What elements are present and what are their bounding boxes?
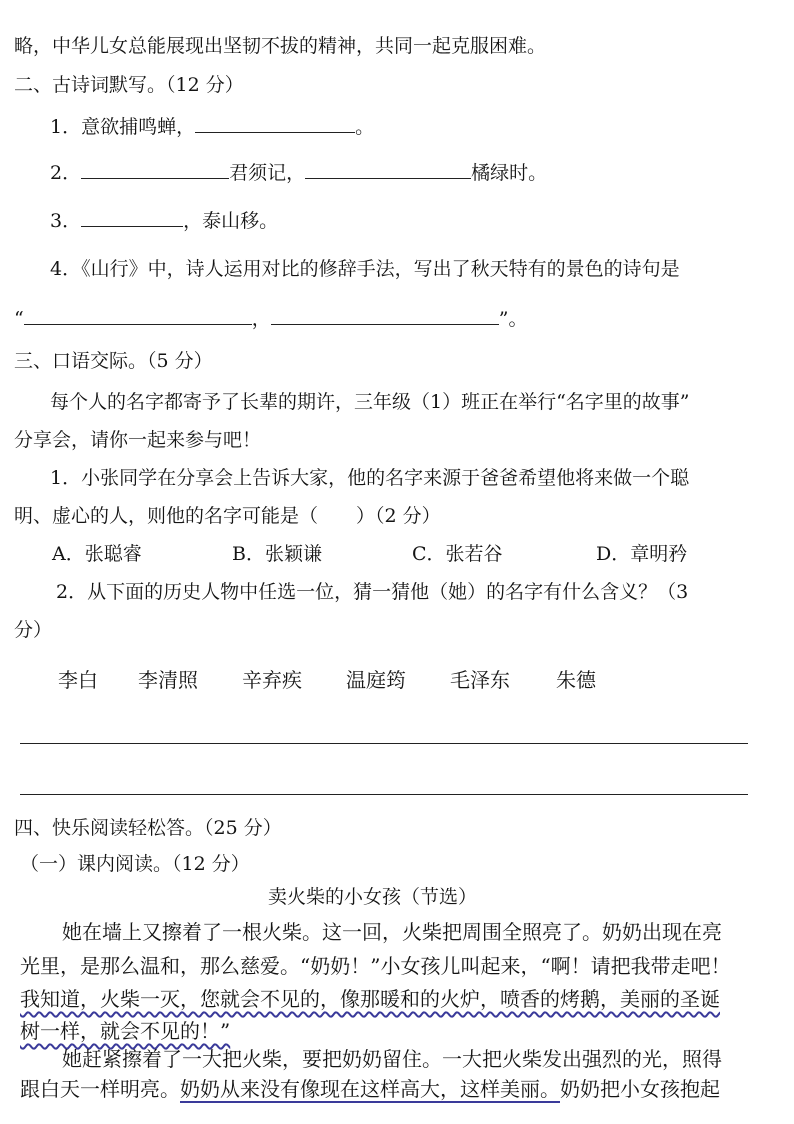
- name-xin-qiji: 辛弃疾: [242, 668, 302, 692]
- q2-end: 橘绿时。: [471, 162, 548, 184]
- q1-number: 1．: [50, 116, 82, 138]
- section3-intro-line1: 每个人的名字都寄予了长辈的期许，三年级（1）班正在举行“名字里的故事”: [50, 391, 690, 413]
- passage-line-2: 光里，是那么温和，那么慈爱。“奶奶！”小女孩儿叫起来，“啊！请把我带走吧！: [20, 954, 731, 978]
- q4-blank-2[interactable]: [271, 306, 499, 325]
- q1-blank[interactable]: [195, 114, 355, 133]
- answer-rule-2[interactable]: [20, 794, 748, 795]
- section3-intro-line2: 分享会，请你一起来参与吧！: [14, 429, 262, 451]
- passage-line-6-end: 奶奶把小女孩抱起: [560, 1077, 720, 1101]
- passage-line-1: 她在墙上又擦着了一根火柴。这一回，火柴把周围全照亮了。奶奶出现在亮: [62, 920, 722, 944]
- q4-comma: ，: [251, 308, 271, 330]
- section3-q2-line1: 2．从下面的历史人物中任选一位，猜一猜他（她）的名字有什么含义？（3: [56, 581, 689, 603]
- name-zhu-de: 朱德: [556, 668, 596, 692]
- open-quote: “: [14, 308, 24, 330]
- q2-blank-1[interactable]: [81, 160, 229, 179]
- q3-text: ，泰山移。: [183, 210, 279, 232]
- passage-line-5: 她赶紧擦着了一大把火柴，要把奶奶留住。一大把火柴发出强烈的光，照得: [62, 1047, 722, 1071]
- name-mao-zedong: 毛泽东: [450, 668, 510, 692]
- option-b[interactable]: B．张颖谦: [232, 543, 322, 565]
- name-li-bai: 李白: [58, 668, 98, 692]
- q2-blank-2[interactable]: [305, 160, 471, 179]
- close-quote: ”。: [498, 308, 528, 330]
- poem-q3: 3． ，泰山移。: [50, 210, 279, 232]
- passage-line-6-start: 跟白天一样明亮。: [20, 1077, 180, 1101]
- passage-line-6-underlined: 奶奶从来没有像现在这样高大，这样美丽。: [180, 1077, 560, 1101]
- poem-q4-answer-line: [14, 306, 527, 332]
- name-li-qingzhao: 李清照: [138, 668, 198, 692]
- section2-heading: 二、古诗词默写。（12 分）: [14, 74, 244, 96]
- answer-rule-1[interactable]: [20, 743, 748, 744]
- section3-q2-line2: 分）: [14, 619, 53, 641]
- passage-line-4-wavy-underlined: 树一样，就会不见的！”: [20, 1019, 231, 1043]
- q2-number: 2．: [50, 162, 82, 184]
- q1-text: 意欲捕鸣蝉，: [81, 116, 196, 138]
- q4-blank-1[interactable]: [24, 306, 252, 325]
- section3-heading: 三、口语交际。（5 分）: [14, 350, 213, 372]
- name-wen-tingyun: 温庭筠: [346, 668, 406, 692]
- section3-q1-line2: 明、虚心的人，则他的名字可能是（ ）（2 分）: [14, 505, 441, 527]
- poem-q1: [50, 114, 374, 140]
- option-d[interactable]: D．章明矜: [596, 543, 688, 565]
- poem-q4: 4．《山行》中，诗人运用对比的修辞手法，写出了秋天特有的景色的诗句是: [50, 258, 680, 280]
- section4-heading: 四、快乐阅读轻松答。（25 分）: [14, 817, 282, 839]
- passage-title: 卖火柴的小女孩（节选）: [268, 886, 478, 908]
- section4-subheading: （一）课内阅读。（12 分）: [20, 853, 250, 875]
- poem-q2: [50, 160, 547, 186]
- option-c[interactable]: C．张若谷: [412, 543, 503, 565]
- section3-q1-line1: 1．小张同学在分享会上告诉大家，他的名字来源于爸爸希望他将来做一个聪: [50, 467, 690, 489]
- option-a[interactable]: A．张聪睿: [52, 543, 142, 565]
- q1-end: 。: [355, 116, 375, 138]
- q2-text: 君须记，: [229, 162, 306, 184]
- passage-line-6: [20, 1076, 720, 1102]
- top-continuation-line: 略，中华儿女总能展现出坚韧不拔的精神，共同一起克服困难。: [14, 35, 547, 57]
- passage-line-3-wavy-underlined: 我知道，火柴一灭，您就会不见的，像那暖和的火炉，喷香的烤鹅，美丽的圣诞: [20, 987, 720, 1011]
- q3-blank[interactable]: [81, 208, 183, 227]
